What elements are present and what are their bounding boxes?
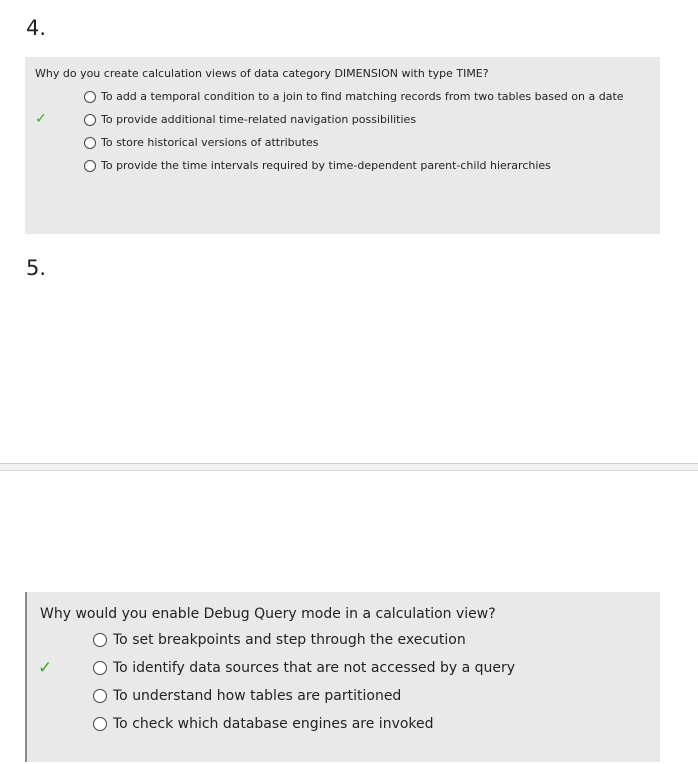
radio-button[interactable] [93, 717, 107, 731]
question-number: 4. [26, 16, 47, 40]
option-label: To check which database engines are invoked [113, 716, 434, 732]
panel-left-border [25, 592, 27, 762]
option-label: To understand how tables are partitioned [113, 688, 402, 704]
question-text: Why do you create calculation views of data category DIMENSION with type TIME? [35, 67, 489, 80]
answer-option[interactable] [93, 688, 401, 704]
radio-button[interactable] [84, 160, 96, 172]
question-panel [25, 57, 660, 234]
check-icon: ✓ [35, 111, 47, 127]
option-label: To identify data sources that are not accessed by a query [113, 660, 516, 676]
radio-button[interactable] [84, 137, 96, 149]
option-label: To provide the time intervals required by time-dependent parent-child hierarchies [101, 159, 551, 172]
option-label: To set breakpoints and step through the execution [113, 632, 466, 648]
page-divider [0, 463, 698, 471]
answer-option[interactable] [84, 136, 318, 149]
option-label: To add a temporal condition to a join to find matching records from two tables based on a date [101, 90, 624, 103]
question-panel [25, 592, 660, 762]
option-label: To provide additional time-related navigation possibilities [101, 113, 417, 126]
answer-option[interactable] [93, 632, 466, 648]
radio-button[interactable] [93, 661, 107, 675]
radio-button[interactable] [93, 633, 107, 647]
answer-option[interactable] [84, 159, 551, 172]
radio-button[interactable] [84, 91, 96, 103]
answer-option[interactable] [93, 660, 515, 676]
option-label: To store historical versions of attributes [101, 136, 319, 149]
check-icon: ✓ [38, 658, 53, 678]
answer-option[interactable] [93, 716, 434, 732]
answer-option[interactable] [84, 90, 624, 103]
question-text: Why would you enable Debug Query mode in a calculation view? [40, 606, 496, 622]
question-number: 5. [26, 256, 47, 280]
radio-button[interactable] [93, 689, 107, 703]
radio-button[interactable] [84, 114, 96, 126]
answer-option[interactable] [84, 113, 416, 126]
